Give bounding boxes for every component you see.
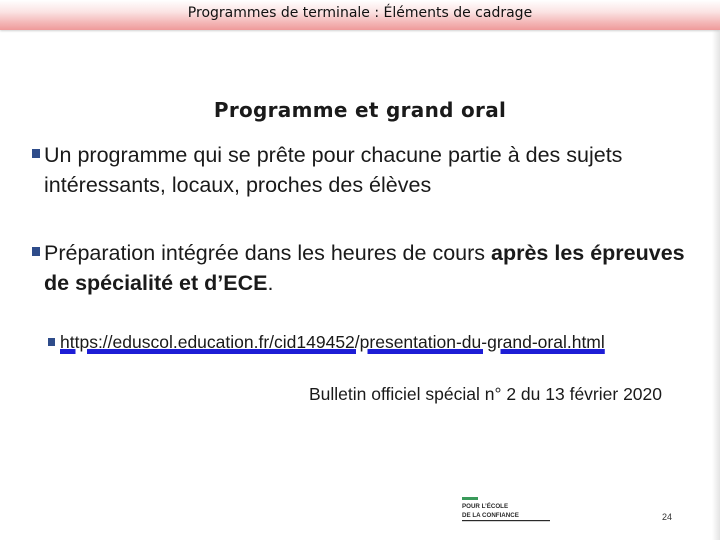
bullet-text-1: Un programme qui se prête pour chacune partie à des sujets intéressants, locaux, proches des élèves (44, 143, 623, 197)
header-title: Programmes de terminale : Éléments de cadrage (187, 5, 533, 21)
bullet-text-2-start: Préparation intégrée dans les heures de cours (44, 241, 491, 265)
logo-line-2: DE LA CONFIANCE (462, 512, 519, 519)
bullet-text-2-bold: après les épreuves de spécialité et d’ECE (44, 241, 685, 295)
logo-line-1: POUR L’ÉCOLE (462, 503, 509, 510)
eduscol-link[interactable]: https://eduscol.education.fr/cid149452/presentation-du-grand-oral.html (60, 332, 605, 352)
bullet-square-icon (32, 247, 40, 256)
bullet-text-2 (32, 238, 692, 298)
bullet-text-2-end: . (267, 271, 274, 295)
logo-green-bar (462, 497, 478, 500)
logo-underline (462, 520, 550, 521)
bullet-item-2 (32, 238, 692, 298)
sub-bullet-link-item (48, 332, 648, 353)
sub-bullet-square-icon (48, 338, 55, 346)
bullet-square-icon (32, 149, 40, 158)
bulletin-reference: Bulletin officiel spécial n° 2 du 13 février 2020 (309, 384, 662, 404)
ecole-confiance-logo (458, 494, 558, 528)
page-number: 24 (661, 512, 672, 522)
slide-title: Programme et grand oral (213, 98, 507, 122)
bullet-item-1 (32, 140, 682, 200)
